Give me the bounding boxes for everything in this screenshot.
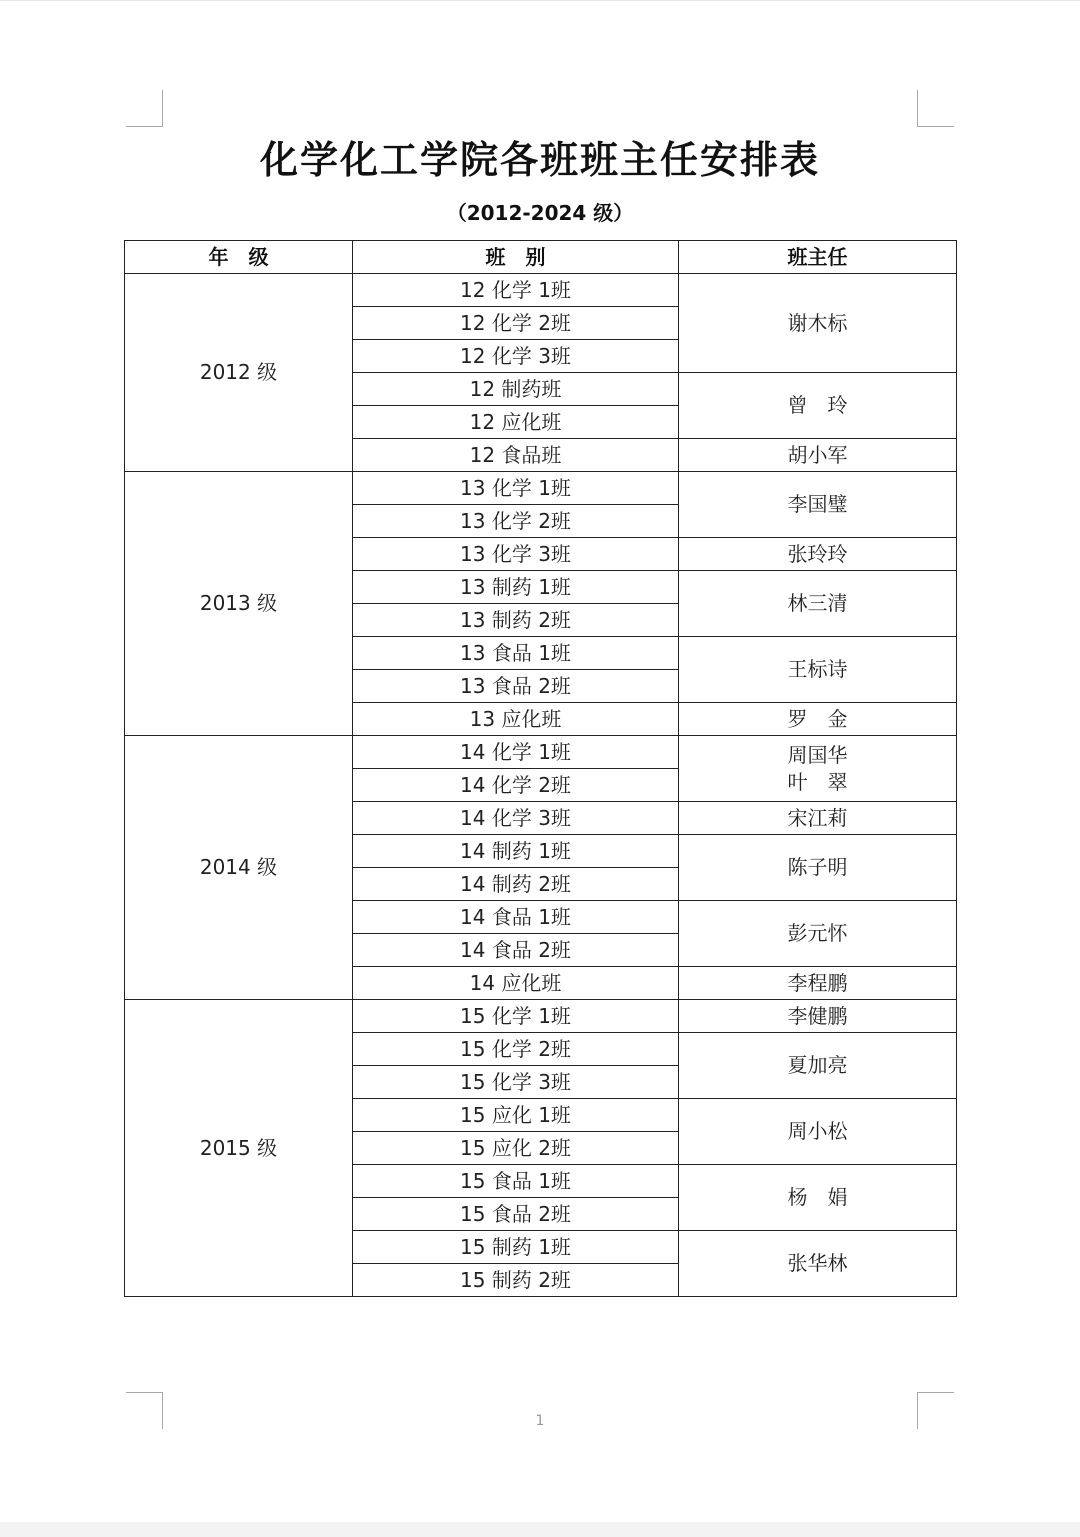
teacher-cell: 张玲玲 — [679, 538, 957, 571]
grade-cell: 2012 级 — [125, 274, 353, 472]
class-cell: 14 制药 2班 — [353, 868, 679, 901]
class-cell: 12 食品班 — [353, 439, 679, 472]
page-number: 1 — [535, 1413, 545, 1429]
document-subtitle: （2012-2024 级） — [446, 201, 634, 225]
class-cell: 15 食品 1班 — [353, 1165, 679, 1198]
class-cell: 14 制药 1班 — [353, 835, 679, 868]
class-cell: 14 应化班 — [353, 967, 679, 1000]
teacher-cell: 宋江莉 — [679, 802, 957, 835]
class-cell: 13 应化班 — [353, 703, 679, 736]
class-cell: 12 化学 2班 — [353, 307, 679, 340]
class-cell: 12 应化班 — [353, 406, 679, 439]
teacher-cell: 曾 玲 — [679, 373, 957, 439]
table-row — [125, 1000, 957, 1033]
class-cell: 12 化学 1班 — [353, 274, 679, 307]
teacher-cell: 张华林 — [679, 1231, 957, 1297]
class-cell: 15 制药 1班 — [353, 1231, 679, 1264]
teacher-cell: 李国璧 — [679, 472, 957, 538]
grade-cell: 2013 级 — [125, 472, 353, 736]
table-row — [125, 274, 957, 307]
class-cell: 14 食品 1班 — [353, 901, 679, 934]
class-cell: 12 化学 3班 — [353, 340, 679, 373]
teacher-cell: 王标诗 — [679, 637, 957, 703]
class-cell: 12 制药班 — [353, 373, 679, 406]
class-cell: 13 食品 2班 — [353, 670, 679, 703]
table-header-row — [125, 241, 957, 274]
teacher-cell: 李程鹏 — [679, 967, 957, 1000]
teacher-cell: 陈子明 — [679, 835, 957, 901]
teacher-cell: 杨 娟 — [679, 1165, 957, 1231]
class-cell: 15 化学 1班 — [353, 1000, 679, 1033]
class-cell: 13 食品 1班 — [353, 637, 679, 670]
class-cell: 14 化学 2班 — [353, 769, 679, 802]
header-class: 班 别 — [353, 241, 679, 274]
crop-mark-top-right — [917, 90, 954, 127]
document-title: 化学化工学院各班班主任安排表 — [259, 138, 820, 182]
header-grade: 年 级 — [125, 241, 353, 274]
crop-mark-top-left — [126, 90, 163, 127]
grade-cell: 2015 级 — [125, 1000, 353, 1297]
class-cell: 14 食品 2班 — [353, 934, 679, 967]
class-cell: 13 制药 1班 — [353, 571, 679, 604]
header-teacher: 班主任 — [679, 241, 957, 274]
teacher-cell: 李健鹏 — [679, 1000, 957, 1033]
class-cell: 14 化学 1班 — [353, 736, 679, 769]
teacher-cell: 夏加亮 — [679, 1033, 957, 1099]
class-cell: 15 应化 1班 — [353, 1099, 679, 1132]
teacher-cell: 周小松 — [679, 1099, 957, 1165]
teacher-cell: 林三清 — [679, 571, 957, 637]
table-row — [125, 472, 957, 505]
teacher-cell: 彭元怀 — [679, 901, 957, 967]
class-cell: 15 应化 2班 — [353, 1132, 679, 1165]
class-cell: 13 化学 1班 — [353, 472, 679, 505]
class-cell: 15 食品 2班 — [353, 1198, 679, 1231]
teacher-cell: 胡小军 — [679, 439, 957, 472]
teacher-cell: 周国华 叶 翠 — [679, 736, 957, 802]
class-teacher-table — [124, 240, 957, 1297]
class-cell: 13 化学 2班 — [353, 505, 679, 538]
class-cell: 14 化学 3班 — [353, 802, 679, 835]
teacher-cell: 谢木标 — [679, 274, 957, 373]
class-cell: 15 制药 2班 — [353, 1264, 679, 1297]
class-cell: 15 化学 3班 — [353, 1066, 679, 1099]
class-cell: 15 化学 2班 — [353, 1033, 679, 1066]
class-cell: 13 化学 3班 — [353, 538, 679, 571]
class-cell: 13 制药 2班 — [353, 604, 679, 637]
teacher-cell: 罗 金 — [679, 703, 957, 736]
grade-cell: 2014 级 — [125, 736, 353, 1000]
table-row — [125, 736, 957, 769]
